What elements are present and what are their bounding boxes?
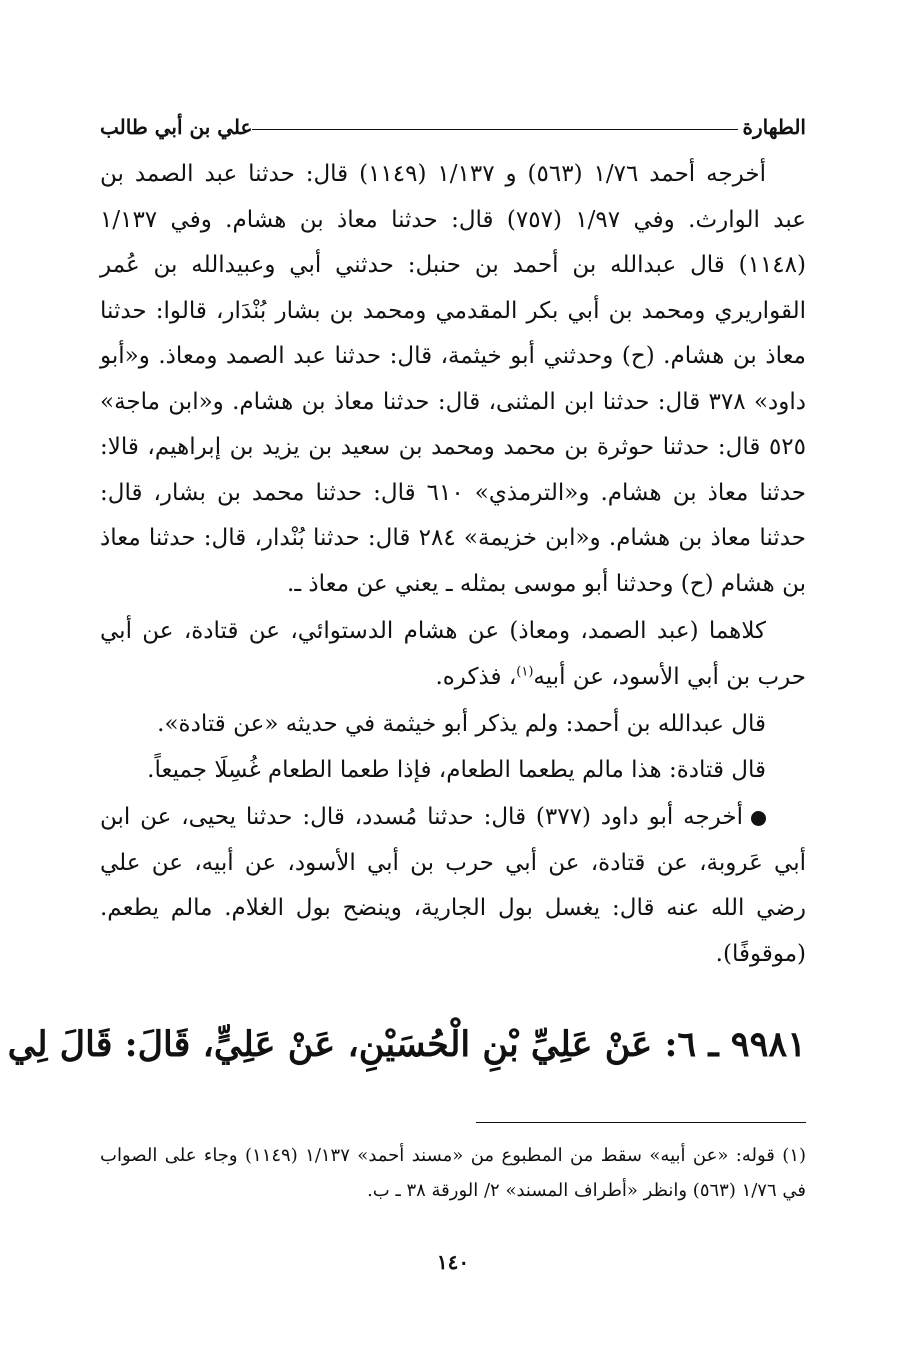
running-header — [100, 110, 806, 144]
bullet-icon — [751, 811, 766, 826]
footnote-marker: (١) — [516, 663, 534, 679]
chain-text: كلاهما (عبد الصمد، ومعاذ) عن هشام الدستوائي، عن قتادة، عن أبي حرب بن أبي الأسود، عن أبيه — [100, 618, 806, 690]
book-page — [7, 110, 807, 1310]
takhrij-paragraph: أخرجه أحمد ١/٧٦ (٥٦٣) و ١/١٣٧ (١١٤٩) قال: حدثنا عبد الصمد بن عبد الوارث. وفي ١/٩٧ (٧٥٧) قال: حدثنا معاذ بن هشام. وفي ١/١٣٧ (١١٤٨) قال عبدالله بن أحمد بن حنبل: حدثني أبي وعبيدالله بن عُمر القواريري ومحمد بن أبي بكر المقدمي ومحمد بن بشار بُنْدَار، قالوا: حدثنا معاذ بن هشام. (ح) وحدثني أبو خيثمة، قال: حدثنا عبد الصمد ومعاذ. و«أبو داود» ٣٧٨ قال: حدثنا ابن المثنى، قال: حدثنا معاذ بن هشام. و«ابن ماجة» ٥٢٥ قال: حدثنا حوثرة بن محمد ومحمد بن سعيد بن يزيد بن إبراهيم، قالا: حدثنا معاذ بن هشام. و«الترمذي» ٦١٠ قال: حدثنا محمد بن بشار، قال: حدثنا معاذ بن هشام. و«ابن خزيمة» ٢٨٤ قال: حدثنا بُنْدار، قال: حدثنا معاذ بن هشام (ح) وحدثنا أبو موسى بمثله ـ يعني عن معاذ ـ. — [100, 161, 807, 597]
chapter-title: الطهارة — [742, 115, 806, 139]
header-rule — [230, 129, 738, 130]
main-text — [7, 152, 807, 1075]
book-title: علي بن أبي طالب — [100, 115, 253, 139]
qatada-paragraph: قال قتادة: هذا مالم يطعما الطعام، فإذا طعما الطعام غُسِلَا جميعاً. — [147, 756, 766, 783]
chain-text-end: ، فذكره. — [435, 663, 517, 690]
abu-dawud-text: أخرجه أبو داود (٣٧٧) قال: حدثنا مُسدد، قال: حدثنا يحيى، عن ابن أبي عَروبة، عن قتادة، عن أبي حرب بن أبي الأسود، عن أبيه، عن علي رضي الله عنه قال: يغسل بول الجارية، وينضح بول الغلام. مالم يطعم. (موقوفًا). — [100, 804, 806, 967]
footnote-separator — [476, 1122, 806, 1123]
abu-dawud-paragraph — [100, 795, 806, 977]
footnote: (١) قوله: «عن أبيه» سقط من المطبوع من «مسند أحمد» ١/١٣٧ (١١٤٩) وجاء على الصواب في ١/٧٦ (٥٦٣) وانظر «أطراف المسند» ٢/ الورقة ٣٨ ـ ب. — [100, 1145, 807, 1201]
note-paragraph: قال عبدالله بن أحمد: ولم يذكر أبو خيثمة في حديثه «عن قتادة». — [157, 711, 766, 737]
page-number: ١٤٠ — [436, 1250, 470, 1274]
hadith-heading: ٩٩٨١ ـ ٦: عَنْ عَلِيِّ بْنِ الْحُسَيْنِ، عَنْ عَلِيٍّ، قَالَ: قَالَ لِي — [7, 1024, 806, 1065]
chain-paragraph — [100, 609, 806, 700]
